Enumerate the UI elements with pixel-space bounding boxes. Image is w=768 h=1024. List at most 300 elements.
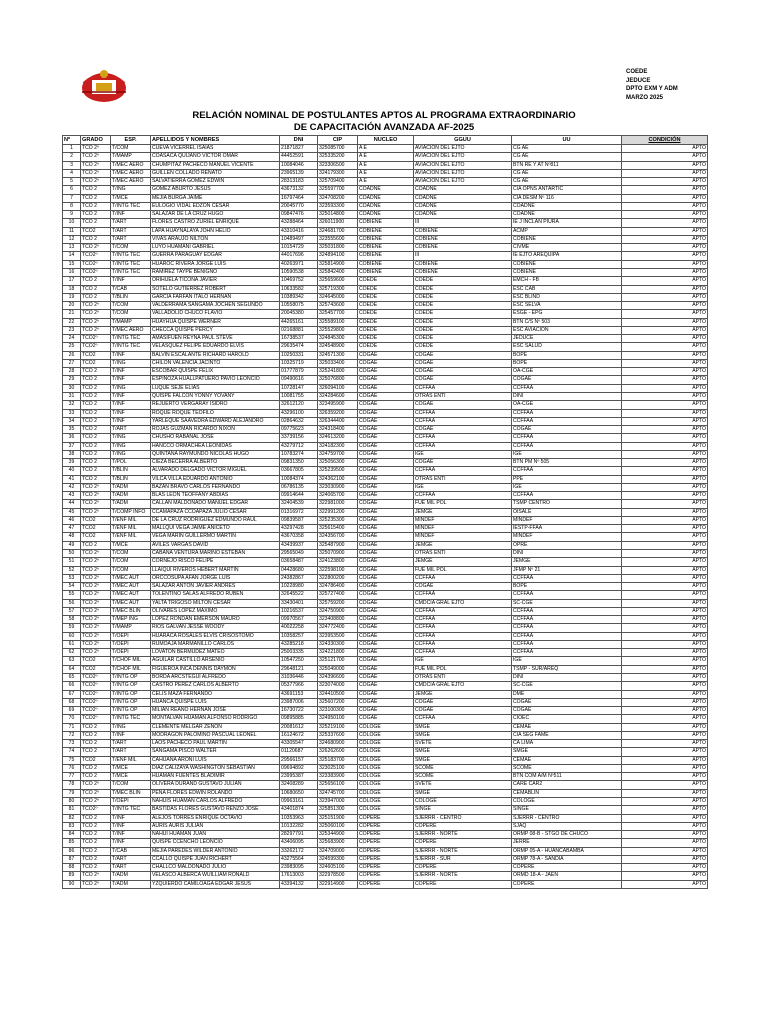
table-cell: COADNE bbox=[358, 186, 414, 194]
table-cell: COADNE bbox=[358, 211, 414, 219]
table-cell: 324786400 bbox=[318, 583, 358, 591]
table-cell: APTO bbox=[622, 426, 708, 434]
table-cell: T/INF bbox=[111, 392, 151, 400]
header-line: MARZO 2025 bbox=[626, 94, 664, 101]
table-cell: T/ART bbox=[111, 235, 151, 243]
applicants-table bbox=[62, 135, 708, 889]
table-cell: APTO bbox=[622, 492, 708, 500]
table-cell: 325719300 bbox=[318, 285, 358, 293]
table-cell: SCOME bbox=[512, 764, 622, 772]
table-cell: 61 bbox=[63, 640, 81, 648]
table-cell: 324750900 bbox=[318, 607, 358, 615]
table-cell: 09963161 bbox=[280, 797, 318, 805]
table-cell: TCO 2 bbox=[81, 368, 111, 376]
table-cell: COGAE bbox=[358, 599, 414, 607]
table-cell: APTO bbox=[622, 764, 708, 772]
table-cell: 10558075 bbox=[280, 302, 318, 310]
table-cell: TCO2 bbox=[81, 657, 111, 665]
table-cell: TCO 2º bbox=[81, 244, 111, 252]
table-cell: COEDE bbox=[414, 326, 512, 334]
table-cell: VALLADOLID CHUCO FLAVIO bbox=[151, 310, 280, 318]
table-cell: TCO 2 bbox=[81, 855, 111, 863]
table-cell: TCO 2º bbox=[81, 880, 111, 888]
table-cell: T/POL bbox=[111, 459, 151, 467]
table-cell: APTO bbox=[622, 211, 708, 219]
table-row bbox=[63, 789, 708, 797]
table-cell: OA-CGE bbox=[512, 368, 622, 376]
table-cell: 09847476 bbox=[280, 211, 318, 219]
table-cell: JFMP Nº 21 bbox=[512, 566, 622, 574]
table-cell: 324356700 bbox=[318, 533, 358, 541]
table-cell: COGAE bbox=[358, 483, 414, 491]
table-cell: COGAE bbox=[358, 707, 414, 715]
table-cell: 58 bbox=[63, 616, 81, 624]
table-cell: APTO bbox=[622, 244, 708, 252]
table-row bbox=[63, 450, 708, 458]
table-cell: AMASIFUEN REYNA PAUL STEVE bbox=[151, 335, 280, 343]
table-cell: T/INTG TEC bbox=[111, 202, 151, 210]
table-cell: CCFFAA bbox=[414, 492, 512, 500]
table-row bbox=[63, 310, 708, 318]
table-cell: 29 bbox=[63, 376, 81, 384]
table-cell: 325607200 bbox=[318, 698, 358, 706]
table-cell: 36 bbox=[63, 434, 81, 442]
table-cell: SCOME bbox=[414, 773, 512, 781]
table-cell: TCO 2 bbox=[81, 822, 111, 830]
table-cell: COGAE bbox=[414, 368, 512, 376]
table-cell: T/COM bbox=[111, 302, 151, 310]
table-cell: T/INF bbox=[111, 822, 151, 830]
table-cell: 28 bbox=[63, 368, 81, 376]
table-cell: 29648121 bbox=[280, 665, 318, 673]
table-cell: COEDE bbox=[358, 277, 414, 285]
table-cell: TSMP - SUR/AREQ bbox=[512, 665, 622, 673]
table-cell: 9 bbox=[63, 211, 81, 219]
table-cell: 322978500 bbox=[318, 872, 358, 880]
table-cell: APTO bbox=[622, 194, 708, 202]
table-cell: APTO bbox=[622, 442, 708, 450]
table-cell: TCO 2º bbox=[81, 500, 111, 508]
table-cell: APTO bbox=[622, 508, 708, 516]
table-row bbox=[63, 682, 708, 690]
table-cell: 4 bbox=[63, 169, 81, 177]
table-cell: 43305547 bbox=[280, 740, 318, 748]
table-cell: TCO 2 bbox=[81, 194, 111, 202]
table-cell: TCO 2º bbox=[81, 599, 111, 607]
table-cell: APTO bbox=[622, 525, 708, 533]
table-cell: SC-CGE bbox=[512, 682, 622, 690]
table-row bbox=[63, 252, 708, 260]
table-cell: 325014800 bbox=[318, 211, 358, 219]
table-cell: APTO bbox=[622, 624, 708, 632]
table-row bbox=[63, 797, 708, 805]
table-cell: 324182300 bbox=[318, 442, 358, 450]
table-cell: 10154729 bbox=[280, 244, 318, 252]
table-cell: YALTA TRIGOSO MILTON CESAR bbox=[151, 599, 280, 607]
table-cell: TCO 2º bbox=[81, 310, 111, 318]
table-row bbox=[63, 392, 708, 400]
table-cell: COLOGE bbox=[512, 797, 622, 805]
table-cell: COLOGE bbox=[414, 797, 512, 805]
table-row bbox=[63, 566, 708, 574]
table-cell: 45 bbox=[63, 508, 81, 516]
table-cell: 10358257 bbox=[280, 632, 318, 640]
table-cell: 325219100 bbox=[318, 723, 358, 731]
document-title-line2: DE CAPACITACIÓN AVANZADA AF-2025 bbox=[293, 122, 475, 133]
table-cell: APTO bbox=[622, 326, 708, 334]
table-cell: CCFFAA bbox=[414, 591, 512, 599]
table-cell: SMGE bbox=[414, 748, 512, 756]
table-cell: APTO bbox=[622, 682, 708, 690]
table-cell: 325344900 bbox=[318, 831, 358, 839]
table-cell: TCO 2 bbox=[81, 839, 111, 847]
table-cell: COPERE bbox=[358, 864, 414, 872]
table-cell: 50 bbox=[63, 550, 81, 558]
table-cell: CHUSHO RABANAL JOSE bbox=[151, 434, 280, 442]
table-cell: APTO bbox=[622, 715, 708, 723]
table-cell: 323025100 bbox=[318, 764, 358, 772]
table-row bbox=[63, 740, 708, 748]
table-cell: COLOGE bbox=[358, 756, 414, 764]
table-cell: 49 bbox=[63, 541, 81, 549]
table-cell: APTO bbox=[622, 831, 708, 839]
table-cell: 10783274 bbox=[280, 450, 318, 458]
table-row bbox=[63, 211, 708, 219]
table-cell: COGAE bbox=[512, 376, 622, 384]
table-row bbox=[63, 814, 708, 822]
table-cell: TCO 2 bbox=[81, 211, 111, 219]
table-cell: 325842400 bbox=[318, 268, 358, 276]
table-cell: CCAMAPAZA CCOAPAZA JULIO CESAR bbox=[151, 508, 280, 516]
table-row bbox=[63, 748, 708, 756]
table-cell: APTO bbox=[622, 145, 708, 153]
table-cell: 326344400 bbox=[318, 417, 358, 425]
table-cell: CCFFAA bbox=[414, 632, 512, 640]
table-cell: APTO bbox=[622, 335, 708, 343]
table-cell: 09970567 bbox=[280, 616, 318, 624]
table-cell: APTO bbox=[622, 550, 708, 558]
table-cell: COGAE bbox=[358, 640, 414, 648]
table-cell: COGAE bbox=[358, 616, 414, 624]
table-cell: T/INF bbox=[111, 351, 151, 359]
table-cell: 325597700 bbox=[318, 186, 358, 194]
table-cell: TCO2 bbox=[81, 516, 111, 524]
table-cell: 325709400 bbox=[318, 178, 358, 186]
table-cell: 09895885 bbox=[280, 715, 318, 723]
table-cell: COADNE bbox=[512, 211, 622, 219]
table-cell: SINGE bbox=[414, 806, 512, 814]
table-cell: T/INTG OP bbox=[111, 707, 151, 715]
table-cell: APTO bbox=[622, 293, 708, 301]
table-cell: T/INF bbox=[111, 211, 151, 219]
table-cell: T/INF bbox=[111, 839, 151, 847]
table-cell: APTO bbox=[622, 417, 708, 425]
table-cell: 325070900 bbox=[318, 550, 358, 558]
table-row bbox=[63, 194, 708, 202]
table-cell: ESC SALUD bbox=[512, 343, 622, 351]
table-cell: CCFFAA bbox=[512, 417, 622, 425]
table-cell: T/INTG TEC bbox=[111, 335, 151, 343]
table-cell: COGAE bbox=[358, 632, 414, 640]
table-cell: SMGE bbox=[512, 748, 622, 756]
table-cell: 31036446 bbox=[280, 674, 318, 682]
table-cell: 325239500 bbox=[318, 467, 358, 475]
table-cell: TCO2º bbox=[81, 715, 111, 723]
table-cell: FLORES CASTRO ZURIEL ENRIQUE bbox=[151, 219, 280, 227]
table-cell: BAZAN BRAVO CARLOS FERNANDO bbox=[151, 483, 280, 491]
table-cell: 80 bbox=[63, 797, 81, 805]
table-cell: 323306500 bbox=[318, 161, 358, 169]
table-cell: APTO bbox=[622, 665, 708, 673]
table-cell: APTO bbox=[622, 450, 708, 458]
table-cell: VELASCO ALBERCA WUILLIAM RONALD bbox=[151, 872, 280, 880]
table-cell: TCO 2º bbox=[81, 632, 111, 640]
table-cell: 66 bbox=[63, 682, 81, 690]
table-cell: T/INF bbox=[111, 376, 151, 384]
table-cell: APTO bbox=[622, 409, 708, 417]
table-row bbox=[63, 326, 708, 334]
table-cell: CIOEC bbox=[512, 715, 622, 723]
table-cell: 325060100 bbox=[318, 822, 358, 830]
table-cell: COBIENE bbox=[358, 227, 414, 235]
table-cell: APTO bbox=[622, 855, 708, 863]
table-row bbox=[63, 500, 708, 508]
table-cell: 64 bbox=[63, 665, 81, 673]
table-cell: COEDE bbox=[414, 302, 512, 310]
table-cell: BTN PM Nº 505 bbox=[512, 459, 622, 467]
table-cell: T/MEC AUT bbox=[111, 591, 151, 599]
table-cell: DE LA CRUZ RODRIGUEZ EDMUNDO RAUL bbox=[151, 516, 280, 524]
table-cell: 85 bbox=[63, 839, 81, 847]
table-cell: III bbox=[414, 252, 512, 260]
table-cell: T/MCE bbox=[111, 541, 151, 549]
table-cell: APTO bbox=[622, 475, 708, 483]
table-cell: 23995387 bbox=[280, 773, 318, 781]
table-cell: NAHUIS HUAMAN CARLOS ALFREDO bbox=[151, 797, 280, 805]
table-cell: CIVME bbox=[512, 244, 622, 252]
col-header: GRADO bbox=[81, 136, 111, 145]
table-cell: 29635474 bbox=[280, 343, 318, 351]
table-cell: 20045770 bbox=[280, 202, 318, 210]
table-cell: APTO bbox=[622, 781, 708, 789]
table-row bbox=[63, 764, 708, 772]
table-cell: 325727400 bbox=[318, 591, 358, 599]
table-cell: TCO 2 bbox=[81, 467, 111, 475]
table-cell: T/CAB bbox=[111, 285, 151, 293]
table-cell: 323593300 bbox=[318, 202, 358, 210]
table-cell: CCFFAA bbox=[414, 384, 512, 392]
col-header: GGUU bbox=[414, 136, 512, 145]
table-cell: 24 bbox=[63, 335, 81, 343]
table-cell: APTO bbox=[622, 285, 708, 293]
table-cell: T/MAMP bbox=[111, 624, 151, 632]
table-cell: 325529800 bbox=[318, 326, 358, 334]
table-cell: TCO 2 bbox=[81, 831, 111, 839]
table-cell: COPERE bbox=[358, 872, 414, 880]
table-cell: GUERRA PARAGUAY EDGAR bbox=[151, 252, 280, 260]
table-cell: 325335200 bbox=[318, 153, 358, 161]
table-cell: 325656100 bbox=[318, 781, 358, 789]
table-cell: CCFFAA bbox=[414, 417, 512, 425]
table-cell: COGAE bbox=[358, 525, 414, 533]
table-cell: PEÑA FLORES EDWIN ROLANDO bbox=[151, 789, 280, 797]
table-cell: APTO bbox=[622, 310, 708, 318]
table-row bbox=[63, 574, 708, 582]
table-cell: APTO bbox=[622, 235, 708, 243]
table-cell: CCFFAA bbox=[414, 616, 512, 624]
table-cell: 69 bbox=[63, 707, 81, 715]
table-row bbox=[63, 318, 708, 326]
table-row bbox=[63, 773, 708, 781]
table-cell: 7 bbox=[63, 194, 81, 202]
table-row bbox=[63, 872, 708, 880]
table-cell: COGAE bbox=[414, 401, 512, 409]
table-cell: TCO2º bbox=[81, 674, 111, 682]
table-cell: 23987006 bbox=[280, 698, 318, 706]
table-cell: CA LIMA bbox=[512, 740, 622, 748]
table-cell: COBIENE bbox=[414, 268, 512, 276]
table-cell: 09914644 bbox=[280, 492, 318, 500]
header-line: COEDE bbox=[626, 69, 648, 75]
table-cell: TCO 2º bbox=[81, 145, 111, 153]
table-cell: 322914900 bbox=[318, 880, 358, 888]
table-cell: T/ING bbox=[111, 434, 151, 442]
table-cell: LLAIQUI RIVEROS HEBERT MARTIN bbox=[151, 566, 280, 574]
table-row bbox=[63, 285, 708, 293]
table-cell: TCO 2 bbox=[81, 748, 111, 756]
table-row bbox=[63, 806, 708, 814]
table-cell: T/MEC AERO bbox=[111, 326, 151, 334]
table-row bbox=[63, 599, 708, 607]
table-cell: APTO bbox=[622, 872, 708, 880]
table-cell: CCFFAA bbox=[414, 442, 512, 450]
table-cell: VALDERRAMA SANGAMA JOCHEN SEGUNDO bbox=[151, 302, 280, 310]
table-cell: 25003335 bbox=[280, 649, 318, 657]
table-cell: 43297428 bbox=[280, 525, 318, 533]
table-cell: 324548900 bbox=[318, 343, 358, 351]
table-cell: APTO bbox=[622, 359, 708, 367]
table-cell: 76 bbox=[63, 764, 81, 772]
table-cell: CHUMPITAZ PACHECO MANUEL VICENTE bbox=[151, 161, 280, 169]
table-cell: 324410500 bbox=[318, 690, 358, 698]
table-cell: CIA SEG FAME bbox=[512, 731, 622, 739]
table-cell: 325085700 bbox=[318, 145, 358, 153]
table-cell: COGAE bbox=[358, 574, 414, 582]
table-cell: 20045380 bbox=[280, 310, 318, 318]
table-cell: APTO bbox=[622, 649, 708, 657]
table-cell: 324396600 bbox=[318, 674, 358, 682]
table-cell: APTO bbox=[622, 607, 708, 615]
table-cell: CORNEJO RISCO FELIPE bbox=[151, 558, 280, 566]
table-cell: 43406095 bbox=[280, 839, 318, 847]
table-cell: TCO 2 bbox=[81, 376, 111, 384]
table-cell: 90 bbox=[63, 880, 81, 888]
table-cell: COLOGE bbox=[358, 773, 414, 781]
table-cell: APTO bbox=[622, 756, 708, 764]
table-cell: APTO bbox=[622, 533, 708, 541]
table-cell: TCO2º bbox=[81, 690, 111, 698]
table-row bbox=[63, 616, 708, 624]
table-cell: 35 bbox=[63, 426, 81, 434]
table-cell: APTO bbox=[622, 161, 708, 169]
table-cell: 09490616 bbox=[280, 376, 318, 384]
table-cell: 43285218 bbox=[280, 640, 318, 648]
table-row bbox=[63, 847, 708, 855]
table-cell: 43 bbox=[63, 492, 81, 500]
table-cell: MEJIA BURGA JAIME bbox=[151, 194, 280, 202]
table-cell: APTO bbox=[622, 434, 708, 442]
table-cell: COADNE bbox=[414, 211, 512, 219]
table-cell: COGAE bbox=[358, 665, 414, 673]
table-cell: REJUERTO VERGARAY ISIDRO bbox=[151, 401, 280, 409]
table-row bbox=[63, 351, 708, 359]
col-header: UU bbox=[512, 136, 622, 145]
table-cell: APTO bbox=[622, 740, 708, 748]
table-cell: COGAE bbox=[358, 541, 414, 549]
table-cell: COBIENE bbox=[414, 235, 512, 243]
table-cell: 54 bbox=[63, 583, 81, 591]
table-cell: COGAE bbox=[358, 442, 414, 450]
table-cell: COEDE bbox=[414, 277, 512, 285]
table-cell: 10216537 bbox=[280, 607, 318, 615]
table-cell: 12 bbox=[63, 235, 81, 243]
table-cell: MINDEF bbox=[512, 516, 622, 524]
table-row bbox=[63, 855, 708, 863]
table-cell: 325183700 bbox=[318, 756, 358, 764]
table-cell: COPERE bbox=[358, 814, 414, 822]
table-cell: SALVATIERRA GOMEZ EDWIN bbox=[151, 178, 280, 186]
table-cell: 43288464 bbox=[280, 219, 318, 227]
table-cell: T/INTG TEC bbox=[111, 268, 151, 276]
table-cell: 10680650 bbox=[280, 789, 318, 797]
table-row bbox=[63, 368, 708, 376]
table-cell: APTO bbox=[622, 583, 708, 591]
table-cell: 1 bbox=[63, 145, 81, 153]
table-cell: COADNE bbox=[512, 202, 622, 210]
table-row bbox=[63, 541, 708, 549]
table-cell: TCO 2º bbox=[81, 169, 111, 177]
table-cell: 48 bbox=[63, 533, 81, 541]
table-cell: CCFFAA bbox=[512, 574, 622, 582]
table-cell: AGUILAR CASTILLO ARSENIO bbox=[151, 657, 280, 665]
table-cell: COGAE bbox=[358, 467, 414, 475]
table-row bbox=[63, 607, 708, 615]
table-cell: IGE bbox=[512, 483, 622, 491]
table-cell: ORMP 78-A - SANDIA bbox=[512, 855, 622, 863]
table-cell: TCO 2 bbox=[81, 541, 111, 549]
table-cell: 322981000 bbox=[318, 500, 358, 508]
header-line: DPTO EXM Y ADM bbox=[626, 86, 678, 93]
table-cell: 75 bbox=[63, 756, 81, 764]
table-cell: 10 bbox=[63, 219, 81, 227]
table-cell: A E bbox=[358, 178, 414, 186]
table-cell: T/BLIN bbox=[111, 475, 151, 483]
table-cell: APTO bbox=[622, 178, 708, 186]
table-cell: TCO 2 bbox=[81, 219, 111, 227]
table-cell: 324362100 bbox=[318, 475, 358, 483]
table-cell: MINDEF bbox=[414, 525, 512, 533]
table-cell: APTO bbox=[622, 376, 708, 384]
table-cell: JERRE bbox=[512, 839, 622, 847]
table-cell: COEDE bbox=[414, 293, 512, 301]
table-cell: COGAE bbox=[358, 384, 414, 392]
table-cell: CG AE bbox=[512, 145, 622, 153]
table-cell: ORMP 05-A - HUANCABAMBA bbox=[512, 847, 622, 855]
table-cell: 322991200 bbox=[318, 508, 358, 516]
table-cell: 32408289 bbox=[280, 781, 318, 789]
table-cell: COEDE bbox=[414, 310, 512, 318]
table-cell: 43670358 bbox=[280, 533, 318, 541]
